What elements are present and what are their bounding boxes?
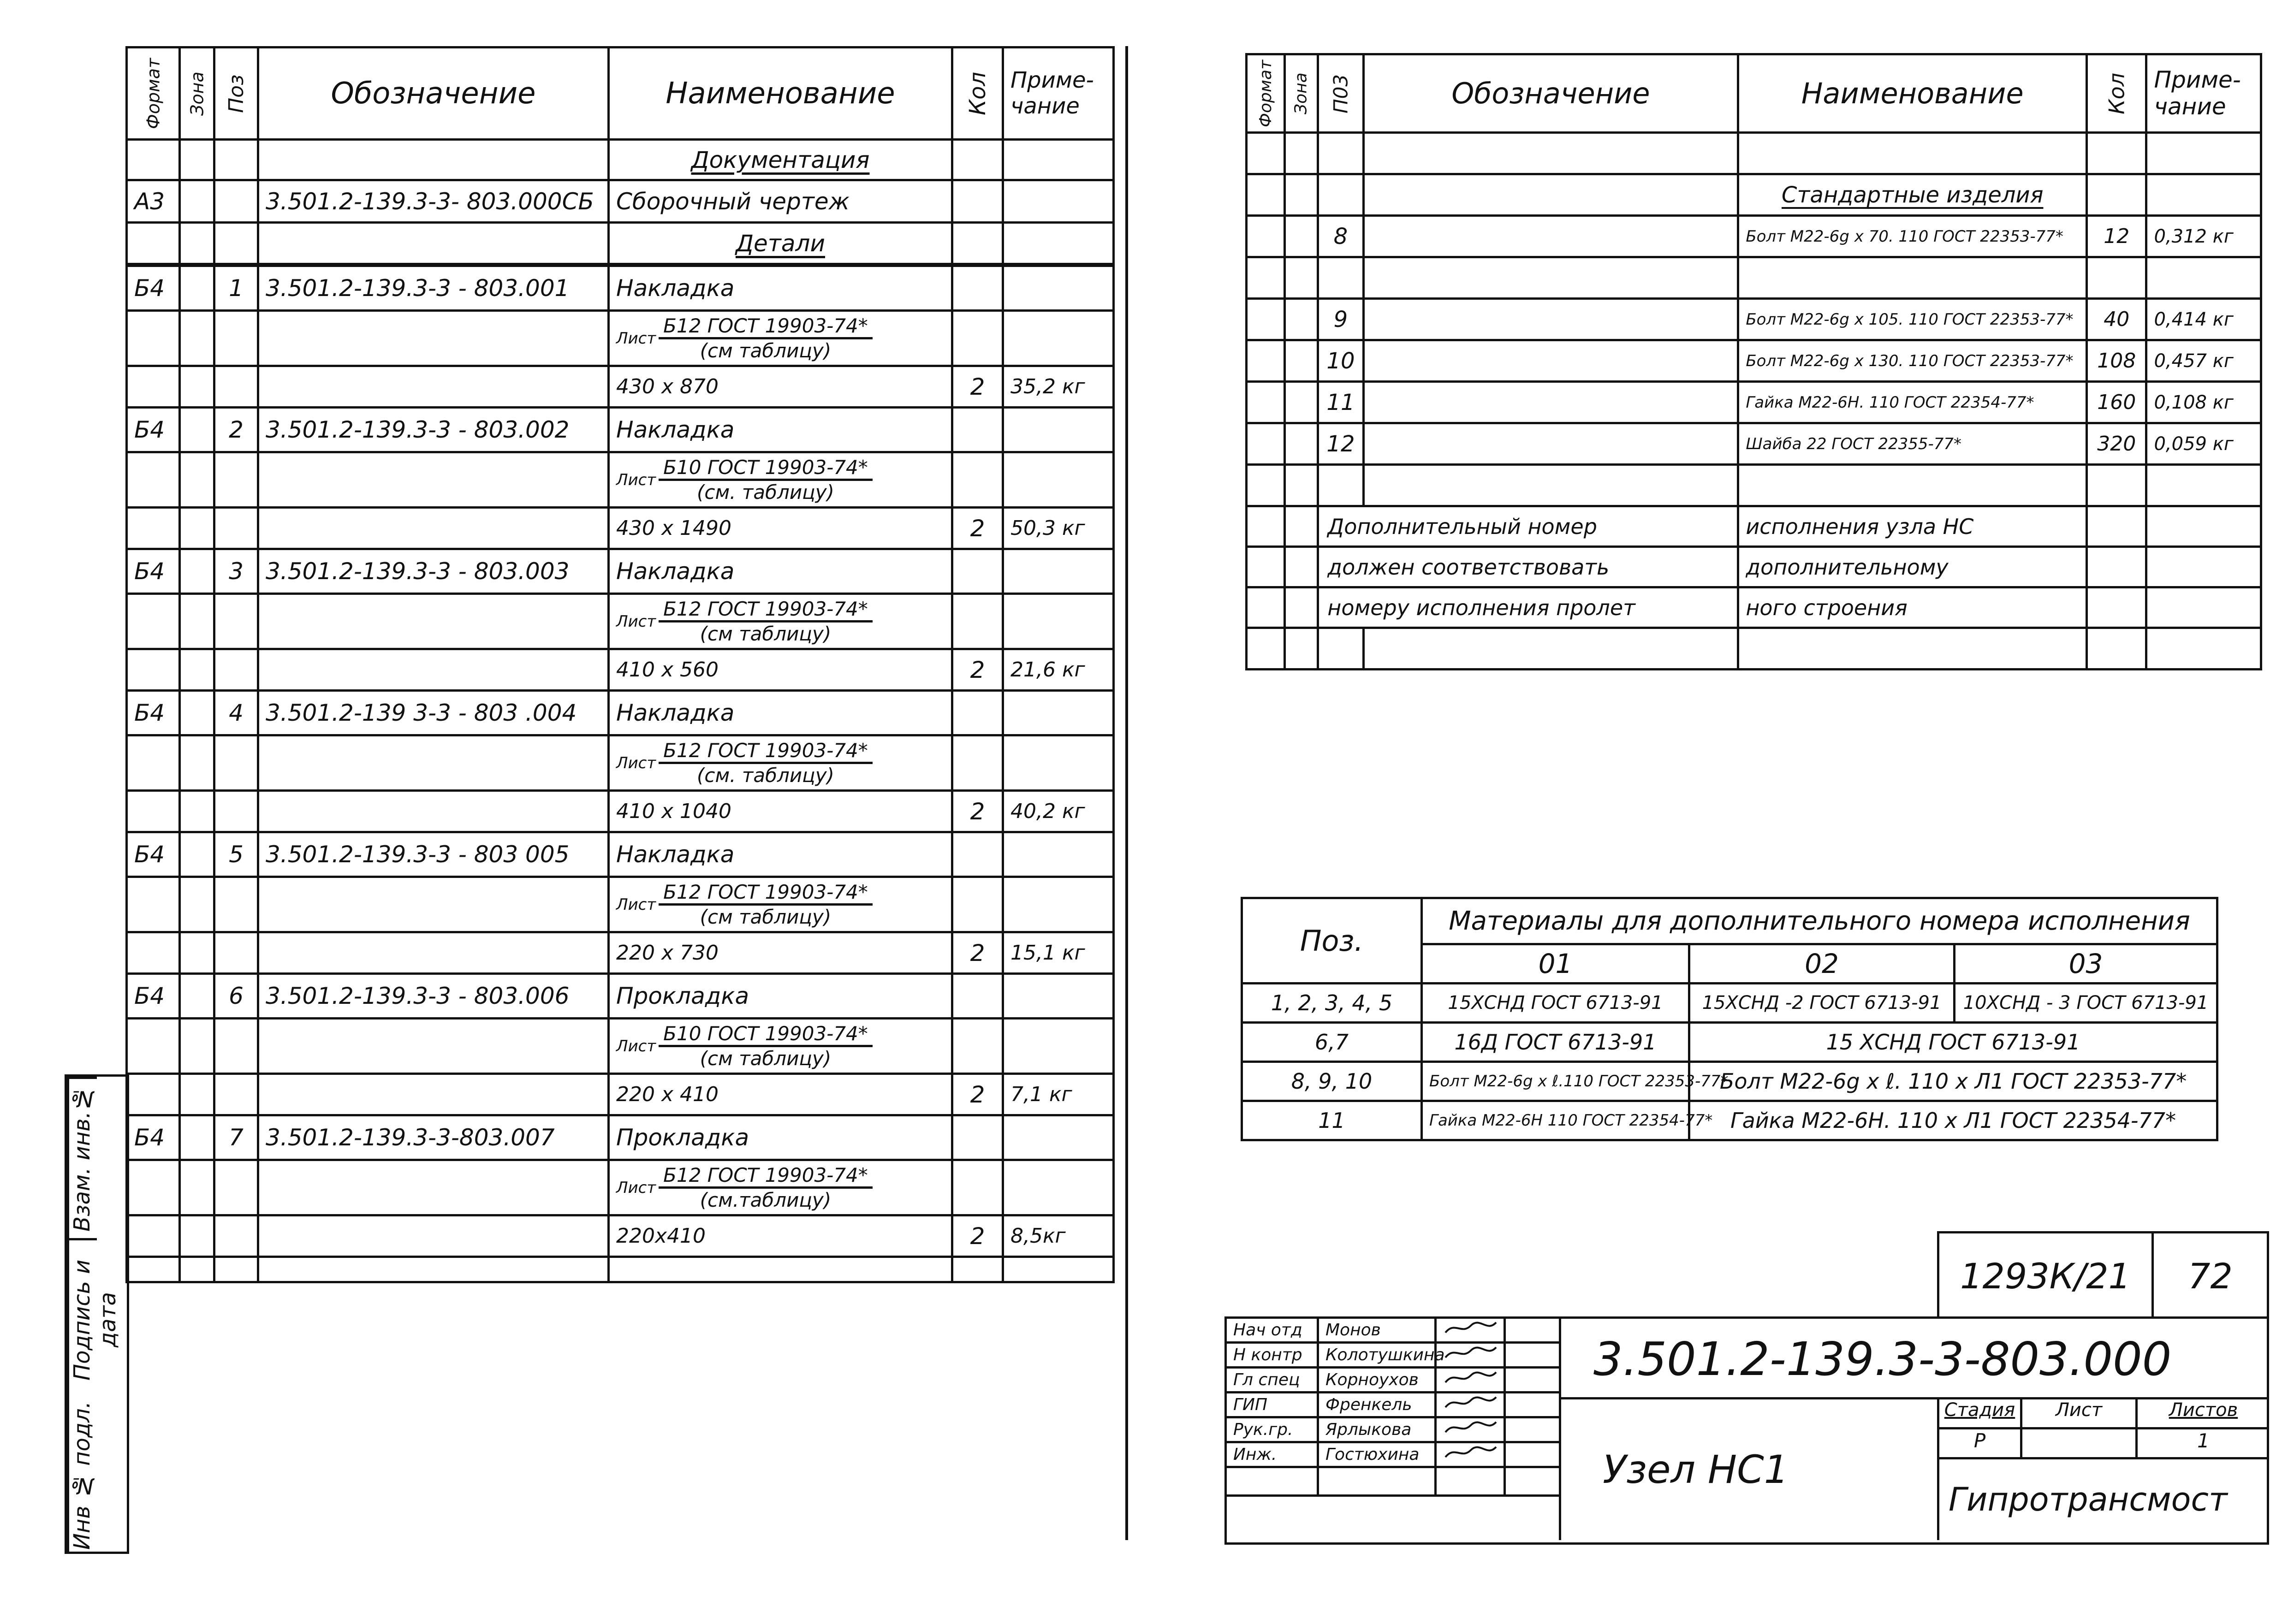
detail-qty: 2 xyxy=(952,1215,1003,1257)
standard-item-name: Болт М22-6g x 70. 110 ГОСТ 22353-77* xyxy=(1738,216,2087,257)
detail-qty: 2 xyxy=(952,366,1003,408)
stage-value: Р xyxy=(1939,1429,2022,1457)
detail-name: Накладка xyxy=(609,408,952,452)
materials-col-01: 01 xyxy=(1422,944,1689,984)
detail-sheet-label: Лист xyxy=(616,470,656,489)
standard-item-name: Шайба 22 ГОСТ 22355-77* xyxy=(1738,423,2087,465)
materials-title: Материалы для дополнительного номера исполнения xyxy=(1422,898,2217,944)
detail-mass: 21,6 кг xyxy=(1003,649,1114,691)
materials-row-03: 10ХСНД - 3 ГОСТ 6713-91 xyxy=(1955,984,2217,1023)
handwritten-signature xyxy=(1443,1418,1498,1437)
materials-row xyxy=(1242,1062,2217,1101)
materials-pos-header: Поз. xyxy=(1242,898,1422,984)
standard-item-pos: 12 xyxy=(1318,423,1363,465)
detail-name: Прокладка xyxy=(609,974,952,1019)
right-spec-table xyxy=(1245,53,2262,670)
detail-pos: 2 xyxy=(214,408,258,452)
note-line-right: ного строения xyxy=(1738,587,2087,628)
detail-format: Б4 xyxy=(127,1115,180,1160)
detail-qty: 2 xyxy=(952,932,1003,974)
note-line-left: Дополнительный номер xyxy=(1318,506,1738,547)
note-line-left: номеру исполнения пролет xyxy=(1318,587,1738,628)
standard-item-mass: 0,457 кг xyxy=(2146,340,2261,382)
detail-pos: 1 xyxy=(214,266,258,311)
sheet-fold-line xyxy=(1125,46,1128,1540)
materials-row-01: Болт М22-6g x ℓ.110 ГОСТ 22353-77* xyxy=(1422,1062,1689,1101)
stamp-inv-orig: Инв № подл. xyxy=(67,1399,97,1552)
right-header-name: Наименование xyxy=(1738,54,2087,133)
sheet-value xyxy=(2022,1429,2138,1457)
detail-mass: 7,1 кг xyxy=(1003,1074,1114,1115)
materials-row-01: Гайка М22-6Н 110 ГОСТ 22354-77* xyxy=(1422,1101,1689,1140)
detail-designation: 3.501.2-139 3-3 - 803 .004 xyxy=(258,691,609,735)
signature-mark xyxy=(1436,1393,1505,1417)
right-spec-sheet xyxy=(1125,0,2294,1624)
standard-item-qty: 160 xyxy=(2087,382,2146,423)
signature-mark xyxy=(1436,1318,1505,1343)
materials-row-pos: 11 xyxy=(1242,1101,1422,1140)
signature-row xyxy=(1226,1343,1560,1368)
detail-mass: 35,2 кг xyxy=(1003,366,1114,408)
detail-mass: 15,1 кг xyxy=(1003,932,1114,974)
detail-sheet-label: Лист xyxy=(616,329,656,348)
note-line-right: исполнения узла НС xyxy=(1738,506,2087,547)
detail-designation: 3.501.2-139.3-3 - 803.002 xyxy=(258,408,609,452)
detail-size: 220x410 xyxy=(609,1215,952,1257)
detail-pos: 7 xyxy=(214,1115,258,1160)
note-line-left: должен соответствовать xyxy=(1318,547,1738,587)
signature-name: Френкель xyxy=(1318,1393,1436,1417)
detail-designation: 3.501.2-139.3-3-803.007 xyxy=(258,1115,609,1160)
side-stamp xyxy=(65,1074,129,1554)
doc-designation: 3.501.2-139.3-3- 803.000СБ xyxy=(258,180,609,223)
signature-name: Ярлыкова xyxy=(1318,1417,1436,1442)
standard-item-row xyxy=(1247,340,2261,382)
detail-format: Б4 xyxy=(127,974,180,1019)
sheets-label: Листов xyxy=(2138,1399,2269,1429)
doc-format: А3 xyxy=(127,180,180,223)
signature-role: Н контр xyxy=(1226,1343,1318,1368)
standard-item-mass: 0,108 кг xyxy=(2146,382,2261,423)
detail-name: Накладка xyxy=(609,266,952,311)
detail-pos: 4 xyxy=(214,691,258,735)
signature-role: Рук.гр. xyxy=(1226,1417,1318,1442)
detail-size: 430 x 1490 xyxy=(609,508,952,549)
doc-name: Сборочный чертеж xyxy=(609,180,952,223)
signature-mark xyxy=(1436,1368,1505,1393)
detail-row xyxy=(127,408,1114,452)
section-documentation: Документация xyxy=(691,146,870,173)
detail-format: Б4 xyxy=(127,691,180,735)
signature-name: Гостюхина xyxy=(1318,1442,1436,1467)
detail-mass: 40,2 кг xyxy=(1003,791,1114,832)
detail-table-ref: (см таблицу) xyxy=(700,339,832,362)
materials-row-01: 16Д ГОСТ 6713-91 xyxy=(1422,1023,1689,1062)
detail-material: Б12 ГОСТ 19903-74* xyxy=(659,598,873,622)
materials-row-01: 15ХСНД ГОСТ 6713-91 xyxy=(1422,984,1689,1023)
title-block xyxy=(1224,1316,2269,1545)
handwritten-signature xyxy=(1443,1344,1498,1362)
stage-grid xyxy=(1937,1399,2267,1459)
detail-name: Накладка xyxy=(609,549,952,594)
signature-row xyxy=(1226,1393,1560,1417)
detail-mass: 50,3 кг xyxy=(1003,508,1114,549)
detail-format: Б4 xyxy=(127,549,180,594)
standard-item-pos: 8 xyxy=(1318,216,1363,257)
drawing-title: Узел НС1 xyxy=(1559,1399,1937,1540)
detail-material-cell xyxy=(609,594,952,649)
detail-pos: 5 xyxy=(214,832,258,877)
organization: Гипротрансмост xyxy=(1937,1459,2267,1540)
detail-format: Б4 xyxy=(127,408,180,452)
detail-row xyxy=(127,691,1114,735)
detail-material: Б12 ГОСТ 19903-74* xyxy=(659,314,873,339)
signatures-table xyxy=(1224,1316,1561,1497)
detail-size: 430 x 870 xyxy=(609,366,952,408)
detail-table-ref: (см. таблицу) xyxy=(697,764,834,787)
detail-qty: 2 xyxy=(952,791,1003,832)
signature-row xyxy=(1226,1318,1560,1343)
header-name: Наименование xyxy=(609,47,952,140)
detail-table-ref: (см. таблицу) xyxy=(697,481,834,504)
detail-sheet-label: Лист xyxy=(616,753,656,772)
note-line-right: дополнительному xyxy=(1738,547,2087,587)
stage-label: Стадия xyxy=(1939,1399,2022,1429)
detail-material-cell xyxy=(609,877,952,932)
detail-material-cell xyxy=(609,452,952,508)
standard-item-pos: 9 xyxy=(1318,299,1363,340)
stamp-sign-date: Подпись и дата xyxy=(67,1238,97,1399)
detail-row xyxy=(127,832,1114,877)
standard-item-qty: 12 xyxy=(2087,216,2146,257)
signature-row xyxy=(1226,1417,1560,1442)
materials-row-pos: 6,7 xyxy=(1242,1023,1422,1062)
detail-material-cell xyxy=(609,1160,952,1215)
header-pos: Поз xyxy=(214,47,258,140)
detail-name: Накладка xyxy=(609,832,952,877)
detail-material-cell xyxy=(609,311,952,366)
detail-mass: 8,5кг xyxy=(1003,1215,1114,1257)
materials-row xyxy=(1242,984,2217,1023)
section-details: Детали xyxy=(735,230,826,257)
left-spec-sheet xyxy=(0,0,1125,1624)
signature-mark xyxy=(1436,1417,1505,1442)
detail-row xyxy=(127,974,1114,1019)
right-header-designation: Обозначение xyxy=(1363,54,1738,133)
header-format: Формат xyxy=(127,47,180,140)
standard-item-name: Болт М22-6g x 105. 110 ГОСТ 22353-77* xyxy=(1738,299,2087,340)
header-designation: Обозначение xyxy=(258,47,609,140)
signature-name: Корноухов xyxy=(1318,1368,1436,1393)
detail-size: 220 x 410 xyxy=(609,1074,952,1115)
detail-table-ref: (см.таблицу) xyxy=(700,1189,832,1211)
signature-mark xyxy=(1436,1442,1505,1467)
detail-row xyxy=(127,549,1114,594)
standard-item-row xyxy=(1247,382,2261,423)
standard-item-qty: 108 xyxy=(2087,340,2146,382)
detail-qty: 2 xyxy=(952,1074,1003,1115)
doc-row xyxy=(127,180,1114,223)
detail-size: 220 x 730 xyxy=(609,932,952,974)
detail-sheet-label: Лист xyxy=(616,612,656,631)
signature-name: Монов xyxy=(1318,1318,1436,1343)
standard-item-name: Болт М22-6g x 130. 110 ГОСТ 22353-77* xyxy=(1738,340,2087,382)
handwritten-signature xyxy=(1443,1369,1498,1387)
standard-item-qty: 40 xyxy=(2087,299,2146,340)
detail-designation: 3.501.2-139.3-3 - 803.003 xyxy=(258,549,609,594)
detail-material: Б12 ГОСТ 19903-74* xyxy=(659,1164,873,1189)
sheets-value: 1 xyxy=(2197,1429,2210,1452)
standard-item-qty: 320 xyxy=(2087,423,2146,465)
detail-row xyxy=(127,1115,1114,1160)
left-spec-table xyxy=(125,46,1115,265)
handwritten-signature xyxy=(1443,1393,1498,1412)
detail-table-ref: (см таблицу) xyxy=(700,906,832,928)
detail-material: Б12 ГОСТ 19903-74* xyxy=(659,881,873,906)
detail-table-ref: (см таблицу) xyxy=(700,622,832,645)
detail-material: Б10 ГОСТ 19903-74* xyxy=(659,456,873,481)
signature-role: Инж. xyxy=(1226,1442,1318,1467)
detail-material-cell xyxy=(609,1019,952,1074)
sheet-label: Лист xyxy=(2022,1399,2138,1429)
materials-row-pos: 1, 2, 3, 4, 5 xyxy=(1242,984,1422,1023)
detail-sheet-label: Лист xyxy=(616,1178,656,1197)
standard-item-row xyxy=(1247,216,2261,257)
standard-item-pos: 10 xyxy=(1318,340,1363,382)
materials-row xyxy=(1242,1101,2217,1140)
standard-item-row xyxy=(1247,299,2261,340)
right-header-pos: П03 xyxy=(1318,54,1363,133)
detail-material: Б12 ГОСТ 19903-74* xyxy=(659,739,873,764)
right-header-zone: Зона xyxy=(1284,54,1318,133)
signature-row xyxy=(1226,1442,1560,1467)
signature-role: ГИП xyxy=(1226,1393,1318,1417)
stamp-repl-inv: Взам. инв.№ xyxy=(67,1077,97,1238)
detail-sheet-label: Лист xyxy=(616,1037,656,1055)
standard-item-pos: 11 xyxy=(1318,382,1363,423)
materials-row-02-03: Болт М22-6g x ℓ. 110 x Л1 ГОСТ 22353-77* xyxy=(1689,1062,2217,1101)
standard-item-name: Гайка М22-6Н. 110 ГОСТ 22354-77* xyxy=(1738,382,2087,423)
materials-row-02: 15ХСНД -2 ГОСТ 6713-91 xyxy=(1689,984,1955,1023)
materials-col-02: 02 xyxy=(1689,944,1955,984)
detail-qty: 2 xyxy=(952,508,1003,549)
detail-size: 410 x 1040 xyxy=(609,791,952,832)
detail-format: Б4 xyxy=(127,266,180,311)
archive-number: 1293К/21 xyxy=(1939,1233,2154,1319)
detail-name: Накладка xyxy=(609,691,952,735)
signature-role: Гл спец xyxy=(1226,1368,1318,1393)
detail-qty: 2 xyxy=(952,649,1003,691)
materials-table xyxy=(1241,897,2218,1141)
doc-code: 3.501.2-139.3-3-803.000 xyxy=(1559,1319,2267,1399)
right-header-qty: Кол xyxy=(2087,54,2146,133)
standard-item-row xyxy=(1247,423,2261,465)
right-header-format: Формат xyxy=(1247,54,1285,133)
detail-sheet-label: Лист xyxy=(616,895,656,914)
signature-name: Колотушкина xyxy=(1318,1343,1436,1368)
detail-pos: 6 xyxy=(214,974,258,1019)
handwritten-signature xyxy=(1443,1443,1498,1462)
detail-material-cell xyxy=(609,735,952,791)
signature-mark xyxy=(1436,1343,1505,1368)
materials-row-pos: 8, 9, 10 xyxy=(1242,1062,1422,1101)
detail-size: 410 x 560 xyxy=(609,649,952,691)
details-table xyxy=(125,265,1115,1283)
left-header-row xyxy=(127,47,1114,140)
materials-col-03: 03 xyxy=(1955,944,2217,984)
handwritten-signature xyxy=(1443,1319,1498,1337)
right-header-note: Приме- чание xyxy=(2146,54,2261,133)
detail-material: Б10 ГОСТ 19903-74* xyxy=(659,1022,873,1047)
materials-row xyxy=(1242,1023,2217,1062)
standard-item-mass: 0,312 кг xyxy=(2146,216,2261,257)
detail-pos: 3 xyxy=(214,549,258,594)
archive-box xyxy=(1937,1231,2269,1319)
header-zone: Зона xyxy=(180,47,214,140)
detail-designation: 3.501.2-139.3-3 - 803 005 xyxy=(258,832,609,877)
standard-item-mass: 0,059 кг xyxy=(2146,423,2261,465)
signature-row xyxy=(1226,1368,1560,1393)
detail-designation: 3.501.2-139.3-3 - 803.006 xyxy=(258,974,609,1019)
standard-item-mass: 0,414 кг xyxy=(2146,299,2261,340)
detail-name: Прокладка xyxy=(609,1115,952,1160)
materials-row-02-03: 15 ХСНД ГОСТ 6713-91 xyxy=(1689,1023,2217,1062)
page-number: 72 xyxy=(2188,1256,2233,1297)
detail-designation: 3.501.2-139.3-3 - 803.001 xyxy=(258,266,609,311)
detail-row xyxy=(127,266,1114,311)
header-note: Приме- чание xyxy=(1003,47,1114,140)
signature-role: Нач отд xyxy=(1226,1318,1318,1343)
header-qty: Кол xyxy=(952,47,1003,140)
detail-table-ref: (см таблицу) xyxy=(700,1047,832,1070)
section-standard-items: Стандартные изделия xyxy=(1781,182,2044,208)
detail-format: Б4 xyxy=(127,832,180,877)
materials-row-02-03: Гайка М22-6Н. 110 x Л1 ГОСТ 22354-77* xyxy=(1689,1101,2217,1140)
